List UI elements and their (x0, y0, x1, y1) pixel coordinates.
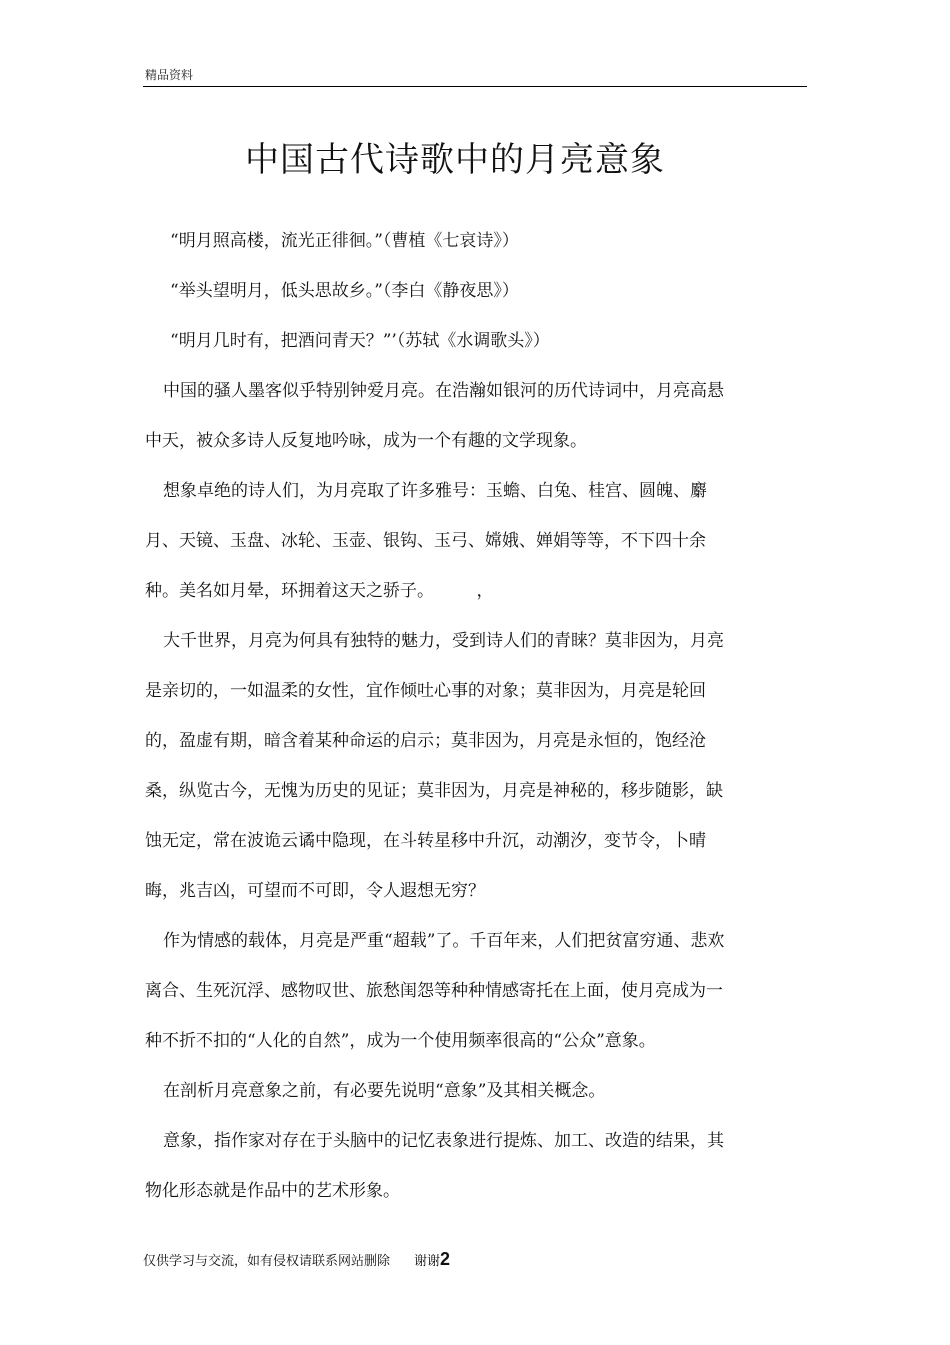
header-divider (143, 86, 807, 87)
body-line: 的，盈虚有期，暗含着某种命运的启示；莫非因为，月亮是永恒的，饱经沧 (145, 731, 706, 751)
body-line: 在剖析月亮意象之前，有必要先说明“意象”及其相关概念。 (163, 1081, 606, 1101)
header-label: 精品资料 (145, 68, 194, 82)
body-line: 想象卓绝的诗人们，为月亮取了许多雅号：玉蟾、白兔、桂宫、圆魄、麝 (163, 481, 707, 501)
page-title: 中国古代诗歌中的月亮意象 (245, 140, 665, 180)
body-line: 种。美名如月晕，环拥着这天之骄子。 ， (145, 581, 494, 601)
quote-line: “明月几时有，把酒问青天？”’（苏轼《水调歌头》） (170, 331, 550, 351)
body-line: 中国的骚人墨客似乎特别钟爱月亮。在浩瀚如银河的历代诗词中，月亮高悬 (163, 381, 724, 401)
body-line: 离合、生死沉浮、感物叹世、旅愁闺怨等种种情感寄托在上面，使月亮成为一 (145, 981, 723, 1001)
body-line: 作为情感的载体，月亮是严重“超载”了。千百年来，人们把贫富穷通、悲欢 (163, 931, 725, 951)
quote-line: “明月照高楼，流光正徘徊。”（曹植《七哀诗》） (170, 231, 519, 251)
body-line: 桑，纵览古今，无愧为历史的见证；莫非因为，月亮是神秘的，移步随影，缺 (145, 781, 723, 801)
body-line: 蚀无定，常在波诡云谲中隐现，在斗转星移中升沉，动潮汐，变节令，卜晴 (145, 831, 706, 851)
body-line: 种不折不扣的“人化的自然”，成为一个使用频率很高的“公众”意象。 (145, 1031, 656, 1051)
body-line: 中天，被众多诗人反复地吟咏，成为一个有趣的文学现象。 (145, 431, 587, 451)
footer (143, 1249, 450, 1270)
body-line: 月、天镜、玉盘、冰轮、玉壶、银钩、玉弓、嫦娥、婵娟等等，不下四十余 (145, 531, 706, 551)
footer-thanks: 谢谢 (414, 1254, 441, 1269)
body-line: 晦，兆吉凶，可望而不可即，令人遐想无穷？ (145, 881, 485, 901)
body-line: 大千世界，月亮为何具有独特的魅力，受到诗人们的青睐？莫非因为，月亮 (163, 631, 724, 651)
body-line: 是亲切的，一如温柔的女性，宜作倾吐心事的对象；莫非因为，月亮是轮回 (145, 681, 706, 701)
page-number: 2 (440, 1249, 451, 1269)
quote-line: “举头望明月，低头思故乡。”（李白《静夜思》） (170, 281, 519, 301)
body-line: 意象，指作家对存在于头脑中的记忆表象进行提炼、加工、改造的结果，其 (163, 1131, 724, 1151)
body-line: 物化形态就是作品中的艺术形象。 (145, 1181, 400, 1201)
footer-note: 仅供学习与交流，如有侵权请联系网站删除 (143, 1254, 391, 1269)
